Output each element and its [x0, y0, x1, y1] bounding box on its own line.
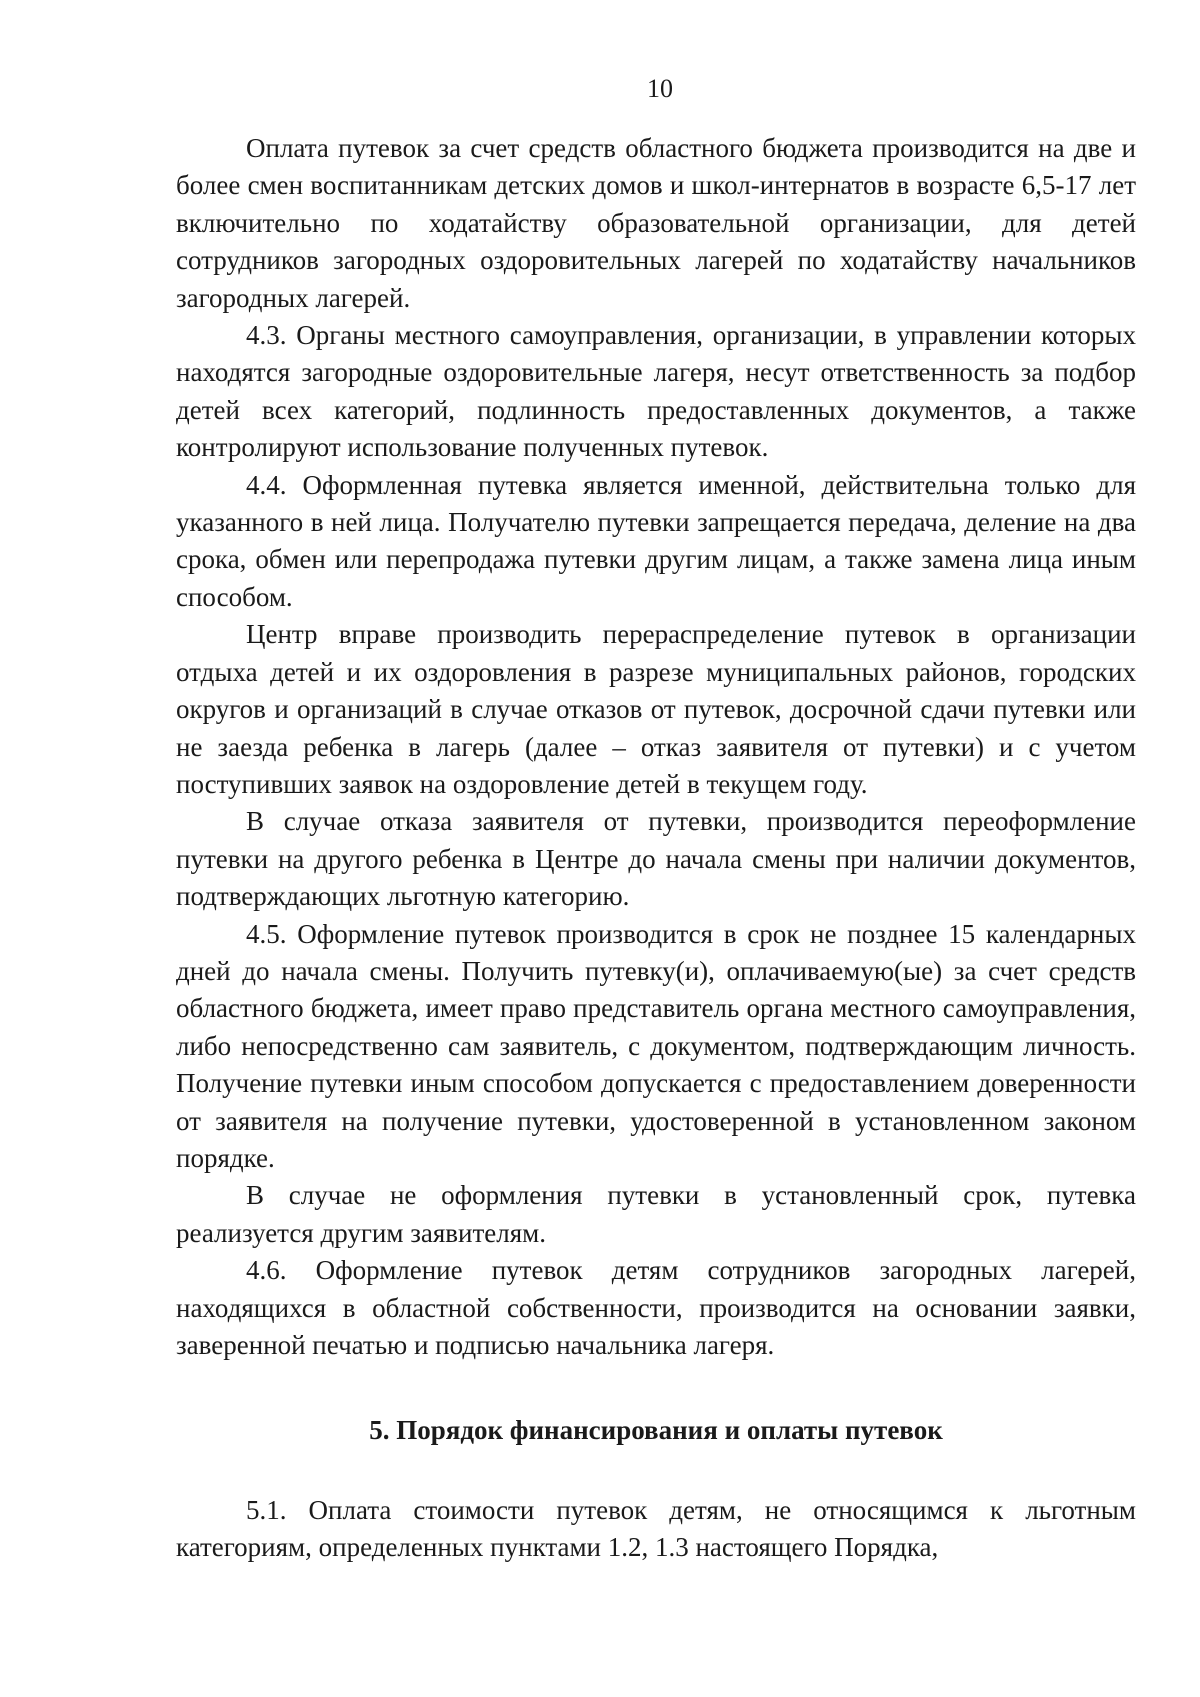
paragraph-payment-orphans: Оплата путевок за счет средств областного бюджета производится на две и более смен воспитанникам детских домов и школ-интернатов в возрасте 6,5-17 лет включительно по ходатайству образовательной организации, для детей сотрудников загородных оздоровительных лагерей по ходатайству начальников загородных лагерей.: [176, 133, 1136, 313]
paragraph-5-1: 5.1. Оплата стоимости путевок детям, не относящимся к льготным категориям, определенных пунктами 1.2, 1.3 настоящего Порядка,: [176, 1494, 1136, 1563]
paragraph-4-4: 4.4. Оформленная путевка является именной, действительна только для указанного в ней лица. Получателю путевки запрещается передача, деление на два срока, обмен или перепродажа путевки другим лицам, а также замена лица иным способом.: [176, 469, 1136, 612]
document-body: [176, 130, 1136, 1567]
paragraph-4-6: 4.6. Оформление путевок детям сотрудников загородных лагерей, находящихся в областной собственности, производится на основании заявки, заверенной печатью и подписью начальника лагеря.: [176, 1255, 1136, 1360]
paragraph-4-5: 4.5. Оформление путевок производится в срок не позднее 15 календарных дней до начала смены. Получить путевку(и), оплачиваемую(ые) за счет средств областного бюджета, имеет право представитель органа местного самоуправления, либо непосредственно сам заявитель, с документом, подтверждающим личность. Получение путевки иным способом допускается с предоставлением доверенности от заявителя на получение путевки, удостоверенной в установленном законом порядке.: [176, 918, 1136, 1173]
paragraph-4-3: 4.3. Органы местного самоуправления, организации, в управлении которых находятся загородные оздоровительные лагеря, несут ответственность за подбор детей всех категорий, подлинность предоставленных документов, а также контролируют использование полученных путевок.: [176, 320, 1136, 463]
paragraph-not-issued: В случае не оформления путевки в установленный срок, путевка реализуется другим заявителям.: [176, 1180, 1136, 1248]
paragraph-reissue: В случае отказа заявителя от путевки, производится переоформление путевки на другого ребенка в Центре до начала смены при наличии документов, подтверждающих льготную категорию.: [176, 806, 1136, 912]
page-number: 10: [647, 74, 673, 103]
section-heading: 5. Порядок финансирования и оплаты путевок: [369, 1415, 943, 1446]
paragraph-redistribution: Центр вправе производить перераспределение путевок в организации отдыха детей и их оздоровления в разрезе муниципальных районов, городских округов и организаций в случае отказов от путевок, досрочной сдачи путевки или не заезда ребенка в лагерь (далее – отказ заявителя от путевки) и с учетом поступивших заявок на оздоровление детей в текущем году.: [176, 619, 1136, 799]
